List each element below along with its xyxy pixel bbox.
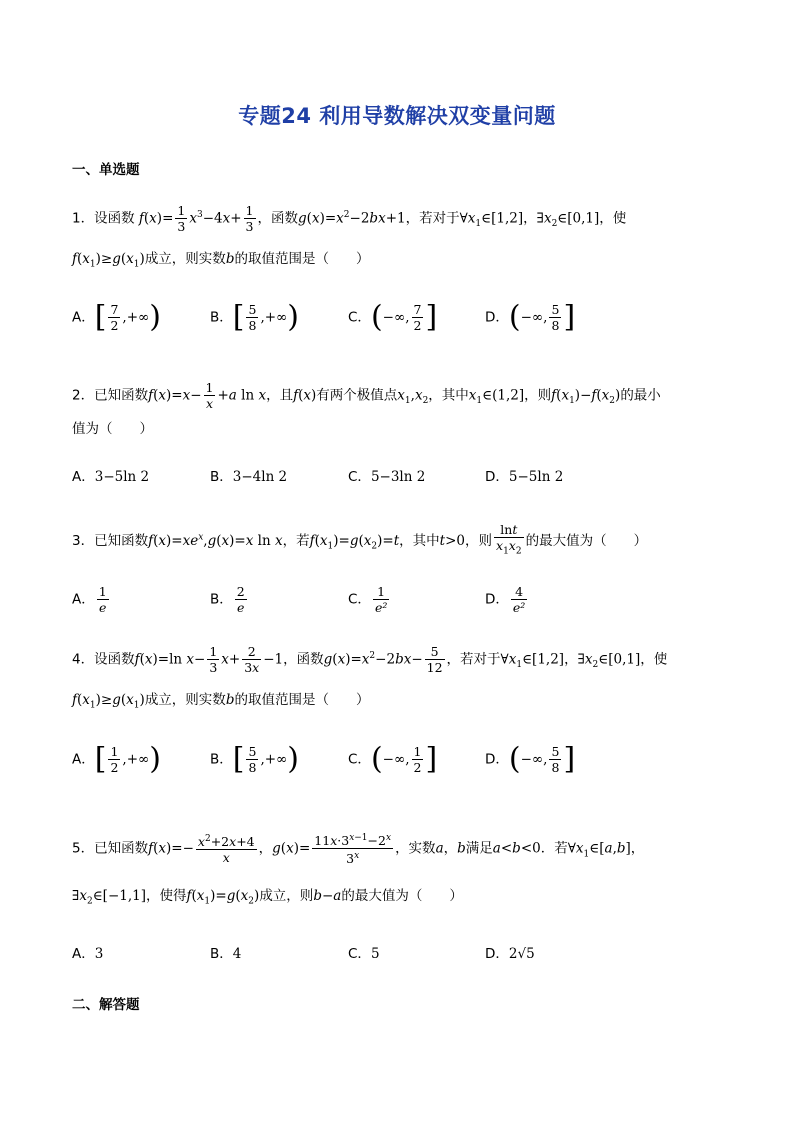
question-2-line-2: 值为（ ）: [72, 421, 153, 437]
section-heading-single-choice: 一、单选题: [72, 162, 140, 178]
question-5-line-2: $\exists x_2\in[-1,1]$，使得$f(x_1)=g(x_2)$成立，则b−a的最大值为（ ）: [72, 888, 463, 907]
question-1-line-2: $f(x_1)\ge g(x_1)$成立，则实数b的取值范围是（ ）: [72, 251, 370, 270]
question-5-option-c[interactable]: C．5: [348, 946, 380, 962]
question-3-option-a[interactable]: A． $\frac{1}{e}$: [72, 584, 107, 615]
question-1-option-c[interactable]: C．(−∞, $\frac{7}{2}$ ]: [348, 299, 438, 335]
question-2-option-d[interactable]: D．5−5ln 2: [485, 469, 564, 485]
question-5-line-1: 5．已知函数f(x)=− $\frac{x^2+2x+4}{x}$ ，g(x)= $\frac{11x\cdot 3^{x-1}-2^x}{3^x}$ ，实数a，b满足a<b<0．若$\forall x_1\in[a,b]$，: [72, 833, 645, 867]
question-5-option-b[interactable]: B．4: [210, 946, 242, 962]
question-2-option-b[interactable]: B．3−4ln 2: [210, 469, 288, 485]
question-4-line-1: 4．设函数f(x)=ln x− $\frac{1}{3}$ x+ $\frac{2}{3x}$ −1，函数$g(x)=x^2-2bx-$ $\frac{5}{12}$ ，若对于$\forall x_1\in[1,2]$，$\exists x_2\in[0,1]$，使: [72, 644, 668, 675]
question-4-option-b[interactable]: B．[ $\frac{5}{8}$ ,+∞): [210, 741, 300, 777]
question-1-option-b[interactable]: B．[ $\frac{5}{8}$ ,+∞): [210, 299, 300, 335]
question-2-line-1: 2．已知函数f(x)=x− $\frac{1}{x}$ +a ln x，且f(x)有两个极值点$x_1,x_2$，其中$x_1\in(1,2]$，则$f(x_1)-f(x_2)$的最小: [72, 380, 661, 411]
question-number: 1．: [72, 210, 95, 227]
question-1-option-a[interactable]: A．[ $\frac{7}{2}$ ,+∞): [72, 299, 161, 335]
question-3-option-b[interactable]: B． $\frac{2}{e}$: [210, 584, 245, 615]
question-1-option-d[interactable]: D．(−∞, $\frac{5}{8}$ ]: [485, 299, 576, 335]
question-2-option-c[interactable]: C．5−3ln 2: [348, 469, 426, 485]
question-3-option-c[interactable]: C． $\frac{1}{\text{e²}}$: [348, 584, 388, 615]
question-4-option-d[interactable]: D．(−∞, $\frac{5}{8}$ ]: [485, 741, 576, 777]
page-title: 专题24 利用导数解决双变量问题: [238, 104, 556, 128]
question-3-option-d[interactable]: D． $\frac{4}{\text{e²}}$: [485, 584, 526, 615]
question-4-option-c[interactable]: C．(−∞, $\frac{1}{2}$ ]: [348, 741, 438, 777]
question-4-option-a[interactable]: A．[ $\frac{1}{2}$ ,+∞): [72, 741, 161, 777]
question-5-option-d[interactable]: D．2√5: [485, 946, 535, 962]
question-4-line-2: $f(x_1)\ge g(x_1)$成立，则实数b的取值范围是（ ）: [72, 692, 370, 711]
question-5-option-a[interactable]: A．3: [72, 946, 104, 962]
question-3-line-1: 3．已知函数$f(x)=xe^x,g(x)=x$ ln x，若$f(x_1)=g(x_2)=t$，其中t>0，则 $\frac{\ln t}{x_1x_2}$ 的最大值为（ ）: [72, 522, 648, 557]
section-heading-answer: 二、解答题: [72, 997, 140, 1013]
question-2-option-a[interactable]: A．3−5ln 2: [72, 469, 150, 485]
question-1-line-1: 1．设函数 f(x)= $\frac{1}{3}$ $x^3-4x+$ $\frac{1}{3}$ ，函数$g(x)=x^2-2bx+1$，若对于$\forall x_1\in[1,2]$，$\exists x_2\in[0,1]$，使: [72, 203, 627, 234]
